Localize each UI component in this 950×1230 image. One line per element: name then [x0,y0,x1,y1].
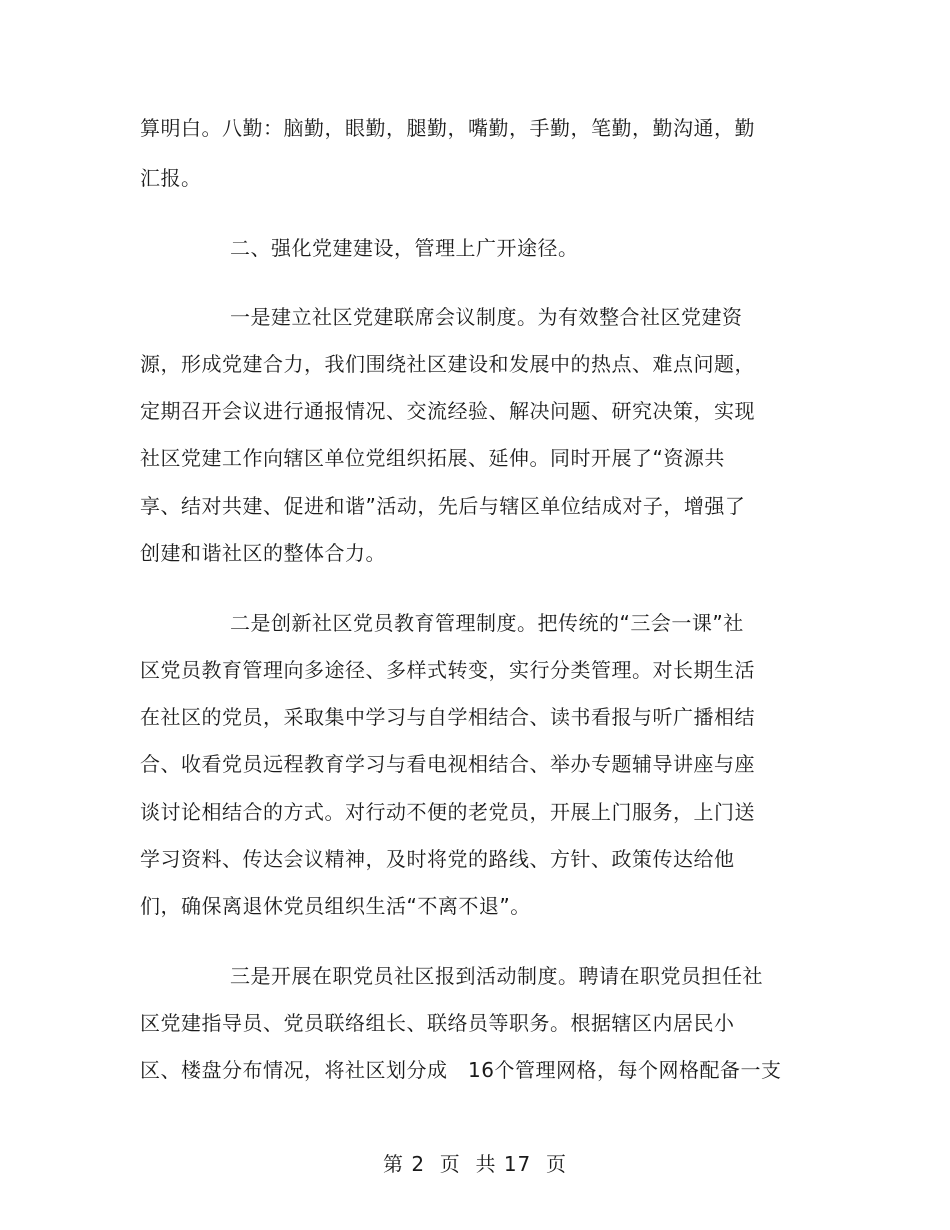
text-line: 定期召开会议进行通报情况、交流经验、解决问题、研究决策，实现 [140,399,755,423]
text-line: 二是创新社区党员教育管理制度。把传统的“三会一课”社 [230,611,744,635]
text-line: 汇报。 [140,166,202,190]
text-line: 谈讨论相结合的方式。对行动不便的老党员，开展上门服务，上门送 [140,800,755,824]
section-heading: 二、强化党建建设，管理上广开途径。 [230,236,579,260]
text-line: 三是开展在职党员社区报到活动制度。聘请在职党员担任社 [230,964,763,988]
text-line: 区党员教育管理向多途径、多样式转变，实行分类管理。对长期生活 [140,658,755,682]
text-line: 享、结对共建、促进和谐”活动，先后与辖区单位结成对子，增强了 [140,494,746,518]
text-line: 合、收看党员远程教育学习与看电视相结合、举办专题辅导讲座与座 [140,752,755,776]
page-number-footer: 第 2 页 共 17 页 [382,1152,568,1176]
text-line: 在社区的党员，采取集中学习与自学相结合、读书看报与听广播相结 [140,705,755,729]
text-line: 区、楼盘分布情况，将社区划分成 16个管理网格，每个网格配备一支 [140,1058,782,1082]
text-line: 源，形成党建合力，我们围绕社区建设和发展中的热点、难点问题， [140,352,755,376]
text-line: 创建和谐社区的整体合力。 [140,541,386,565]
text-line: 区党建指导员、党员联络组长、联络员等职务。根据辖区内居民小 [140,1011,735,1035]
text-line: 一是建立社区党建联席会议制度。为有效整合社区党建资 [230,305,743,329]
text-line: 学习资料、传达会议精神，及时将党的路线、方针、政策传达给他 [140,847,735,871]
text-line: 社区党建工作向辖区单位党组织拓展、延伸。同时开展了“资源共 [140,446,725,470]
text-line: 算明白。八勤：脑勤，眼勤，腿勤，嘴勤，手勤，笔勤，勤沟通，勤 [140,116,755,140]
text-line: 们，确保离退休党员组织生活“不离不退”。 [140,894,531,918]
